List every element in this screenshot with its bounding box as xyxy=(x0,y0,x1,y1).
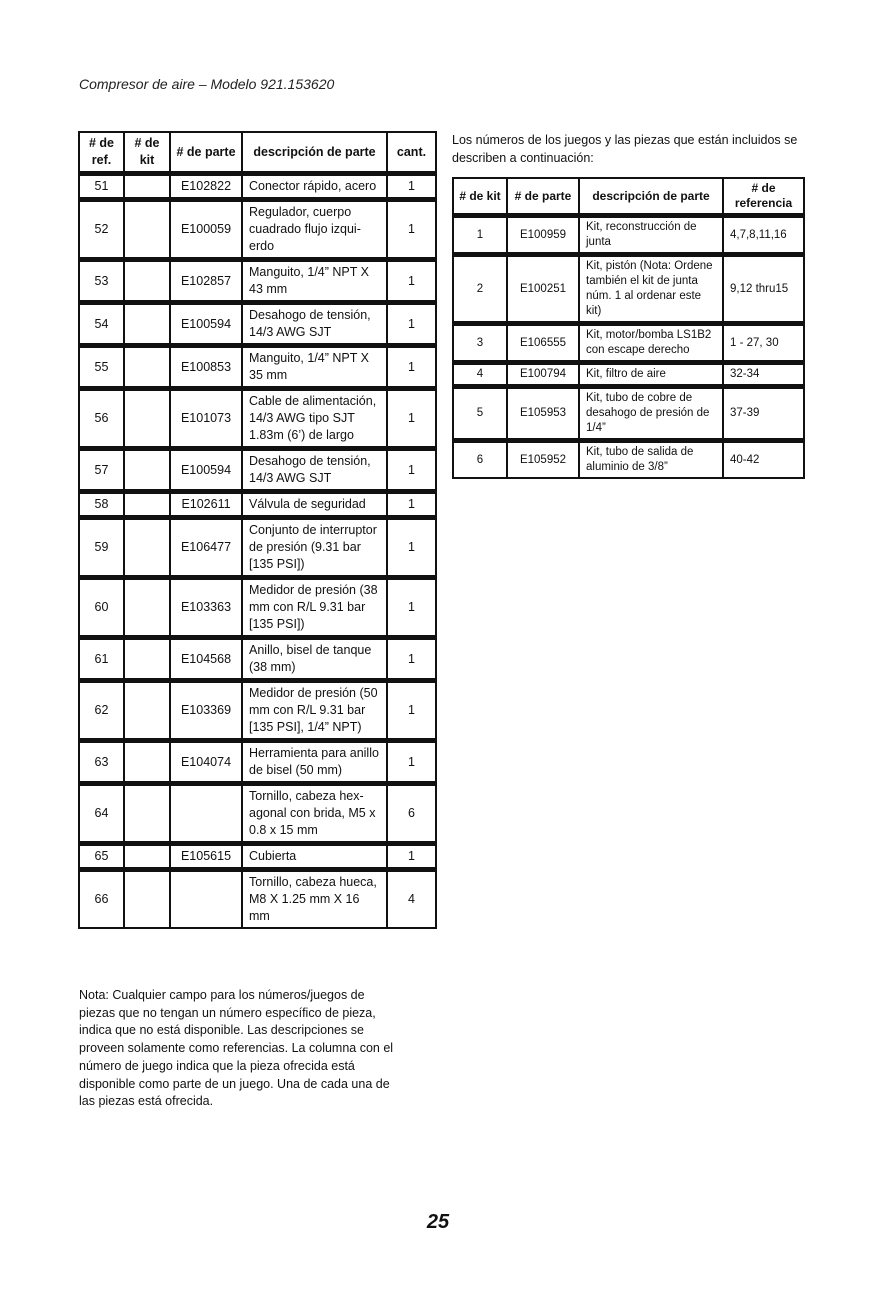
cell-ref: 57 xyxy=(79,449,124,492)
table-row xyxy=(79,741,436,784)
table-row xyxy=(453,255,804,324)
cell-parte: E102611 xyxy=(170,492,242,518)
cell-referencia: 32-34 xyxy=(723,363,804,387)
cell-descripcion: Kit, pistón (Nota: Ordene también el kit de junta núm. 1 al ordenar este kit) xyxy=(579,255,723,324)
cell-parte: E101073 xyxy=(170,389,242,449)
cell-descripcion: Kit, motor/bomba LS1B2 con escape derecho xyxy=(579,324,723,363)
col-header-kit: # de kit xyxy=(124,132,170,174)
cell-kit xyxy=(124,260,170,303)
table-row xyxy=(79,784,436,844)
cell-cant: 1 xyxy=(387,492,436,518)
cell-descripcion: Kit, reconstrucción de junta xyxy=(579,216,723,255)
cell-descripcion: Herramienta para anillo de bisel (50 mm) xyxy=(242,741,387,784)
cell-parte: E102857 xyxy=(170,260,242,303)
cell-descripcion: Anillo, bisel de tanque (38 mm) xyxy=(242,638,387,681)
kits-intro-text: Los números de los juegos y las piezas que están incluidos se describen a continuación: xyxy=(452,133,798,165)
cell-parte: E100959 xyxy=(507,216,579,255)
cell-parte: E106555 xyxy=(507,324,579,363)
cell-kit xyxy=(124,303,170,346)
table-row xyxy=(79,260,436,303)
cell-parte: E103363 xyxy=(170,578,242,638)
cell-kit: 3 xyxy=(453,324,507,363)
cell-cant: 1 xyxy=(387,518,436,578)
cell-parte: E100794 xyxy=(507,363,579,387)
cell-kit xyxy=(124,200,170,260)
parts-table-body xyxy=(79,174,436,929)
cell-ref: 52 xyxy=(79,200,124,260)
cell-descripcion: Kit, tubo de cobre de desahogo de presión de 1/4” xyxy=(579,387,723,441)
cell-kit: 6 xyxy=(453,441,507,479)
table-row xyxy=(79,638,436,681)
col-header-parte: # de parte xyxy=(170,132,242,174)
cell-parte: E104568 xyxy=(170,638,242,681)
cell-kit: 5 xyxy=(453,387,507,441)
cell-kit xyxy=(124,518,170,578)
cell-parte: E100251 xyxy=(507,255,579,324)
cell-parte xyxy=(170,870,242,929)
table-row xyxy=(453,387,804,441)
cell-kit xyxy=(124,870,170,929)
table-row xyxy=(79,870,436,929)
cell-kit xyxy=(124,784,170,844)
cell-ref: 55 xyxy=(79,346,124,389)
cell-cant: 1 xyxy=(387,389,436,449)
cell-ref: 66 xyxy=(79,870,124,929)
cell-descripcion: Medidor de presión (50 mm con R/L 9.31 bar [135 PSI], 1/4” NPT) xyxy=(242,681,387,741)
table-row xyxy=(453,216,804,255)
table-row xyxy=(79,681,436,741)
page-header-title: Compresor de aire – Modelo 921.153620 xyxy=(79,76,335,92)
cell-ref: 59 xyxy=(79,518,124,578)
table-row xyxy=(79,518,436,578)
col-header-descripcion: descripción de parte xyxy=(242,132,387,174)
table-row xyxy=(79,200,436,260)
col-header-ref: # de ref. xyxy=(79,132,124,174)
note-text: Nota: Cualquier campo para los números/juegos de piezas que no tengan un número específico de pieza, indica que no está disponible. Las descripciones se proveen solamente como referencias. La columna con el número de juego indica que la pieza ofrecida está disponible como parte de un juego. Una de cada una de las piezas está ofrecida. xyxy=(79,988,394,1109)
cell-ref: 62 xyxy=(79,681,124,741)
table-row xyxy=(79,346,436,389)
cell-cant: 1 xyxy=(387,346,436,389)
cell-descripcion: Medidor de presión (38 mm con R/L 9.31 bar [135 PSI]) xyxy=(242,578,387,638)
cell-cant: 1 xyxy=(387,741,436,784)
cell-ref: 51 xyxy=(79,174,124,200)
cell-ref: 65 xyxy=(79,844,124,870)
table-row xyxy=(79,449,436,492)
cell-descripcion: Conjunto de interruptor de presión (9.31 bar [135 PSI]) xyxy=(242,518,387,578)
cell-descripcion: Cubierta xyxy=(242,844,387,870)
cell-cant: 1 xyxy=(387,638,436,681)
cell-parte: E100853 xyxy=(170,346,242,389)
table-row xyxy=(79,492,436,518)
cell-cant: 1 xyxy=(387,174,436,200)
page-number: 25 xyxy=(426,1211,450,1233)
cell-kit xyxy=(124,741,170,784)
cell-descripcion: Válvula de seguridad xyxy=(242,492,387,518)
cell-referencia: 40-42 xyxy=(723,441,804,479)
cell-parte: E106477 xyxy=(170,518,242,578)
cell-cant: 6 xyxy=(387,784,436,844)
cell-descripcion: Desahogo de tensión, 14/3 AWG SJT xyxy=(242,449,387,492)
cell-kit: 2 xyxy=(453,255,507,324)
table-row xyxy=(79,578,436,638)
cell-cant: 1 xyxy=(387,578,436,638)
cell-parte: E100059 xyxy=(170,200,242,260)
col-header-descripcion: descripción de parte xyxy=(579,178,723,216)
cell-ref: 58 xyxy=(79,492,124,518)
cell-ref: 61 xyxy=(79,638,124,681)
cell-referencia: 37-39 xyxy=(723,387,804,441)
col-header-cant: cant. xyxy=(387,132,436,174)
cell-ref: 54 xyxy=(79,303,124,346)
cell-referencia: 1 - 27, 30 xyxy=(723,324,804,363)
cell-kit xyxy=(124,389,170,449)
cell-ref: 64 xyxy=(79,784,124,844)
cell-cant: 1 xyxy=(387,681,436,741)
cell-kit xyxy=(124,578,170,638)
cell-kit xyxy=(124,638,170,681)
col-header-referencia: # de referencia xyxy=(723,178,804,216)
cell-descripcion: Cable de alimentación, 14/3 AWG tipo SJT 1.83m (6’) de largo xyxy=(242,389,387,449)
cell-parte: E100594 xyxy=(170,449,242,492)
col-header-kit: # de kit xyxy=(453,178,507,216)
kits-table xyxy=(452,177,805,479)
kits-table-header-row xyxy=(453,178,804,216)
cell-referencia: 4,7,8,11,16 xyxy=(723,216,804,255)
cell-parte: E105615 xyxy=(170,844,242,870)
cell-parte: E102822 xyxy=(170,174,242,200)
cell-cant: 1 xyxy=(387,449,436,492)
cell-parte: E100594 xyxy=(170,303,242,346)
col-header-parte: # de parte xyxy=(507,178,579,216)
cell-ref: 60 xyxy=(79,578,124,638)
cell-kit xyxy=(124,174,170,200)
cell-descripcion: Tornillo, cabeza hueca, M8 X 1.25 mm X 16 mm xyxy=(242,870,387,929)
table-row xyxy=(79,174,436,200)
cell-ref: 63 xyxy=(79,741,124,784)
cell-ref: 53 xyxy=(79,260,124,303)
table-row xyxy=(79,389,436,449)
table-row xyxy=(453,441,804,479)
cell-kit xyxy=(124,449,170,492)
cell-referencia: 9,12 thru15 xyxy=(723,255,804,324)
cell-kit: 4 xyxy=(453,363,507,387)
cell-descripcion: Kit, filtro de aire xyxy=(579,363,723,387)
cell-cant: 1 xyxy=(387,303,436,346)
cell-kit xyxy=(124,681,170,741)
parts-table xyxy=(78,131,437,929)
table-row xyxy=(79,303,436,346)
cell-kit xyxy=(124,492,170,518)
table-row xyxy=(453,324,804,363)
cell-descripcion: Kit, tubo de salida de aluminio de 3/8” xyxy=(579,441,723,479)
cell-parte: E104074 xyxy=(170,741,242,784)
cell-kit xyxy=(124,844,170,870)
table-row xyxy=(453,363,804,387)
cell-cant: 1 xyxy=(387,200,436,260)
cell-descripcion: Manguito, 1/4” NPT X 35 mm xyxy=(242,346,387,389)
kits-table-body xyxy=(453,216,804,479)
cell-ref: 56 xyxy=(79,389,124,449)
cell-kit: 1 xyxy=(453,216,507,255)
cell-descripcion: Conector rápido, acero xyxy=(242,174,387,200)
cell-parte xyxy=(170,784,242,844)
cell-parte: E105952 xyxy=(507,441,579,479)
cell-cant: 1 xyxy=(387,844,436,870)
table-row xyxy=(79,844,436,870)
cell-kit xyxy=(124,346,170,389)
cell-parte: E105953 xyxy=(507,387,579,441)
parts-table-header-row xyxy=(79,132,436,174)
cell-descripcion: Regulador, cuerpo cuadrado flujo izqui-erdo xyxy=(242,200,387,260)
cell-descripcion: Tornillo, cabeza hex-agonal con brida, M5 x 0.8 x 15 mm xyxy=(242,784,387,844)
cell-cant: 1 xyxy=(387,260,436,303)
cell-descripcion: Manguito, 1/4” NPT X 43 mm xyxy=(242,260,387,303)
cell-descripcion: Desahogo de tensión, 14/3 AWG SJT xyxy=(242,303,387,346)
cell-parte: E103369 xyxy=(170,681,242,741)
cell-cant: 4 xyxy=(387,870,436,929)
